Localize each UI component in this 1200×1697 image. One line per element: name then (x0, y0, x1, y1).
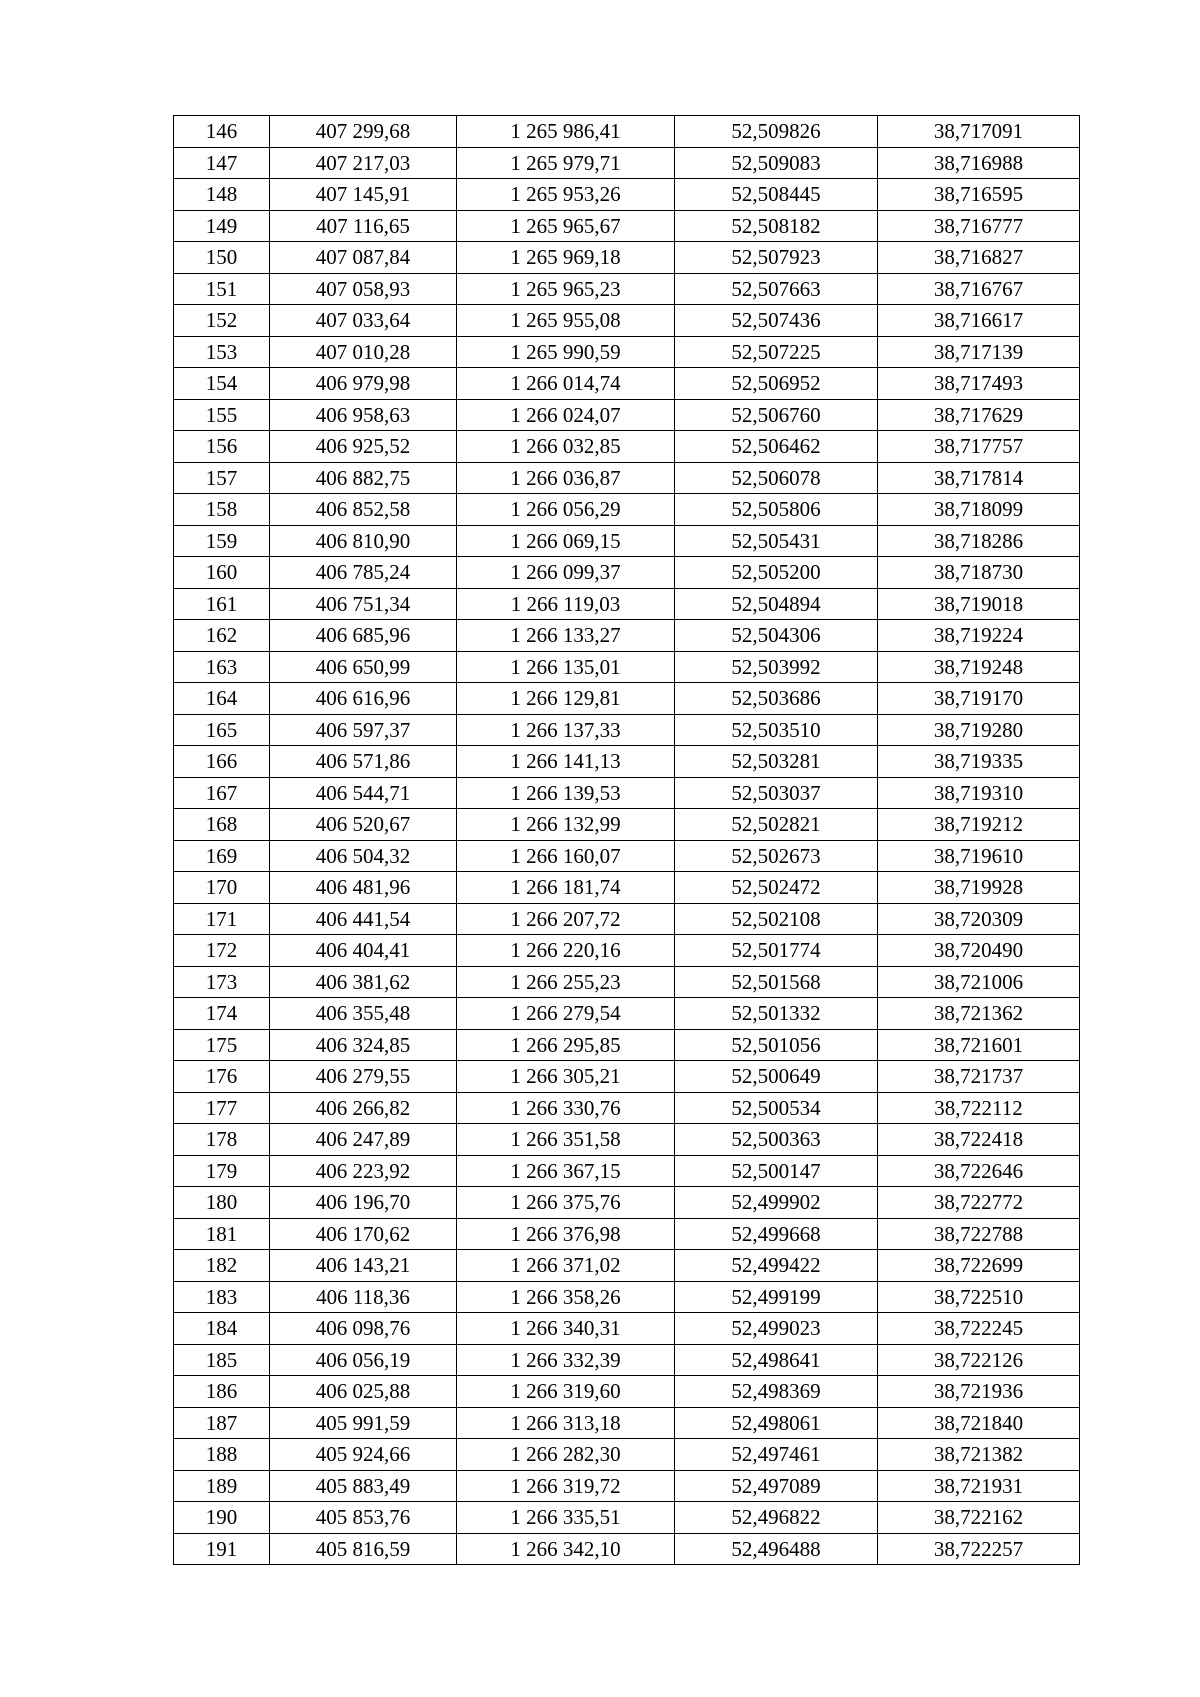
y-coordinate-cell: 1 266 119,03 (457, 588, 675, 620)
table-row (174, 494, 1080, 526)
latitude-cell: 52,502673 (675, 840, 878, 872)
x-coordinate-cell: 406 025,88 (270, 1376, 457, 1408)
x-coordinate-cell: 406 118,36 (270, 1281, 457, 1313)
x-coordinate-cell: 407 145,91 (270, 179, 457, 211)
x-coordinate-cell: 406 571,86 (270, 746, 457, 778)
y-coordinate-cell: 1 266 371,02 (457, 1250, 675, 1282)
x-coordinate-cell: 405 991,59 (270, 1407, 457, 1439)
longitude-cell: 38,718730 (878, 557, 1080, 589)
longitude-cell: 38,722772 (878, 1187, 1080, 1219)
point-number-cell: 149 (174, 210, 270, 242)
longitude-cell: 38,716988 (878, 147, 1080, 179)
point-number-cell: 191 (174, 1533, 270, 1565)
latitude-cell: 52,499199 (675, 1281, 878, 1313)
latitude-cell: 52,503992 (675, 651, 878, 683)
x-coordinate-cell: 407 033,64 (270, 305, 457, 337)
y-coordinate-cell: 1 266 358,26 (457, 1281, 675, 1313)
y-coordinate-cell: 1 266 024,07 (457, 399, 675, 431)
longitude-cell: 38,717091 (878, 116, 1080, 148)
latitude-cell: 52,496488 (675, 1533, 878, 1565)
longitude-cell: 38,716767 (878, 273, 1080, 305)
x-coordinate-cell: 406 810,90 (270, 525, 457, 557)
y-coordinate-cell: 1 266 279,54 (457, 998, 675, 1030)
longitude-cell: 38,722245 (878, 1313, 1080, 1345)
x-coordinate-cell: 405 853,76 (270, 1502, 457, 1534)
x-coordinate-cell: 405 883,49 (270, 1470, 457, 1502)
latitude-cell: 52,496822 (675, 1502, 878, 1534)
point-number-cell: 179 (174, 1155, 270, 1187)
point-number-cell: 166 (174, 746, 270, 778)
point-number-cell: 177 (174, 1092, 270, 1124)
x-coordinate-cell: 406 223,92 (270, 1155, 457, 1187)
latitude-cell: 52,501056 (675, 1029, 878, 1061)
longitude-cell: 38,720309 (878, 903, 1080, 935)
y-coordinate-cell: 1 266 032,85 (457, 431, 675, 463)
table-row (174, 1439, 1080, 1471)
latitude-cell: 52,498641 (675, 1344, 878, 1376)
y-coordinate-cell: 1 266 139,53 (457, 777, 675, 809)
point-number-cell: 150 (174, 242, 270, 274)
x-coordinate-cell: 405 816,59 (270, 1533, 457, 1565)
point-number-cell: 148 (174, 179, 270, 211)
longitude-cell: 38,717493 (878, 368, 1080, 400)
latitude-cell: 52,506462 (675, 431, 878, 463)
x-coordinate-cell: 406 279,55 (270, 1061, 457, 1093)
y-coordinate-cell: 1 266 332,39 (457, 1344, 675, 1376)
point-number-cell: 170 (174, 872, 270, 904)
x-coordinate-cell: 406 381,62 (270, 966, 457, 998)
y-coordinate-cell: 1 266 132,99 (457, 809, 675, 841)
point-number-cell: 151 (174, 273, 270, 305)
table-row (174, 1502, 1080, 1534)
coordinates-table-body (174, 116, 1080, 1565)
latitude-cell: 52,507663 (675, 273, 878, 305)
y-coordinate-cell: 1 266 305,21 (457, 1061, 675, 1093)
y-coordinate-cell: 1 266 282,30 (457, 1439, 675, 1471)
table-row (174, 998, 1080, 1030)
latitude-cell: 52,499023 (675, 1313, 878, 1345)
point-number-cell: 155 (174, 399, 270, 431)
x-coordinate-cell: 406 143,21 (270, 1250, 457, 1282)
latitude-cell: 52,503686 (675, 683, 878, 715)
x-coordinate-cell: 406 247,89 (270, 1124, 457, 1156)
point-number-cell: 187 (174, 1407, 270, 1439)
latitude-cell: 52,500649 (675, 1061, 878, 1093)
latitude-cell: 52,509083 (675, 147, 878, 179)
longitude-cell: 38,720490 (878, 935, 1080, 967)
y-coordinate-cell: 1 265 965,67 (457, 210, 675, 242)
point-number-cell: 174 (174, 998, 270, 1030)
longitude-cell: 38,719335 (878, 746, 1080, 778)
point-number-cell: 146 (174, 116, 270, 148)
y-coordinate-cell: 1 266 220,16 (457, 935, 675, 967)
latitude-cell: 52,500534 (675, 1092, 878, 1124)
latitude-cell: 52,503281 (675, 746, 878, 778)
x-coordinate-cell: 406 751,34 (270, 588, 457, 620)
y-coordinate-cell: 1 266 207,72 (457, 903, 675, 935)
longitude-cell: 38,717757 (878, 431, 1080, 463)
table-row (174, 210, 1080, 242)
x-coordinate-cell: 406 882,75 (270, 462, 457, 494)
x-coordinate-cell: 406 196,70 (270, 1187, 457, 1219)
table-row (174, 1218, 1080, 1250)
table-row (174, 431, 1080, 463)
point-number-cell: 181 (174, 1218, 270, 1250)
longitude-cell: 38,717814 (878, 462, 1080, 494)
coordinates-table (173, 115, 1080, 1565)
y-coordinate-cell: 1 266 141,13 (457, 746, 675, 778)
longitude-cell: 38,722418 (878, 1124, 1080, 1156)
point-number-cell: 159 (174, 525, 270, 557)
x-coordinate-cell: 406 925,52 (270, 431, 457, 463)
x-coordinate-cell: 406 785,24 (270, 557, 457, 589)
table-row (174, 557, 1080, 589)
table-row (174, 1155, 1080, 1187)
y-coordinate-cell: 1 266 376,98 (457, 1218, 675, 1250)
y-coordinate-cell: 1 266 255,23 (457, 966, 675, 998)
longitude-cell: 38,721931 (878, 1470, 1080, 1502)
table-row (174, 462, 1080, 494)
latitude-cell: 52,506760 (675, 399, 878, 431)
table-row (174, 242, 1080, 274)
point-number-cell: 189 (174, 1470, 270, 1502)
point-number-cell: 162 (174, 620, 270, 652)
y-coordinate-cell: 1 266 375,76 (457, 1187, 675, 1219)
x-coordinate-cell: 405 924,66 (270, 1439, 457, 1471)
latitude-cell: 52,501568 (675, 966, 878, 998)
latitude-cell: 52,507436 (675, 305, 878, 337)
y-coordinate-cell: 1 266 036,87 (457, 462, 675, 494)
longitude-cell: 38,717139 (878, 336, 1080, 368)
x-coordinate-cell: 407 087,84 (270, 242, 457, 274)
longitude-cell: 38,722126 (878, 1344, 1080, 1376)
y-coordinate-cell: 1 265 965,23 (457, 273, 675, 305)
longitude-cell: 38,721362 (878, 998, 1080, 1030)
point-number-cell: 175 (174, 1029, 270, 1061)
table-row (174, 1533, 1080, 1565)
point-number-cell: 161 (174, 588, 270, 620)
y-coordinate-cell: 1 266 342,10 (457, 1533, 675, 1565)
longitude-cell: 38,722646 (878, 1155, 1080, 1187)
y-coordinate-cell: 1 266 313,18 (457, 1407, 675, 1439)
point-number-cell: 165 (174, 714, 270, 746)
y-coordinate-cell: 1 266 340,31 (457, 1313, 675, 1345)
table-row (174, 746, 1080, 778)
x-coordinate-cell: 406 958,63 (270, 399, 457, 431)
point-number-cell: 169 (174, 840, 270, 872)
latitude-cell: 52,505431 (675, 525, 878, 557)
latitude-cell: 52,499422 (675, 1250, 878, 1282)
table-row (174, 809, 1080, 841)
table-row (174, 368, 1080, 400)
longitude-cell: 38,717629 (878, 399, 1080, 431)
point-number-cell: 178 (174, 1124, 270, 1156)
x-coordinate-cell: 406 266,82 (270, 1092, 457, 1124)
longitude-cell: 38,722788 (878, 1218, 1080, 1250)
y-coordinate-cell: 1 266 330,76 (457, 1092, 675, 1124)
x-coordinate-cell: 406 098,76 (270, 1313, 457, 1345)
y-coordinate-cell: 1 265 955,08 (457, 305, 675, 337)
table-row (174, 620, 1080, 652)
latitude-cell: 52,502821 (675, 809, 878, 841)
table-row (174, 116, 1080, 148)
table-row (174, 147, 1080, 179)
latitude-cell: 52,499902 (675, 1187, 878, 1219)
table-row (174, 651, 1080, 683)
x-coordinate-cell: 407 058,93 (270, 273, 457, 305)
longitude-cell: 38,719018 (878, 588, 1080, 620)
y-coordinate-cell: 1 265 979,71 (457, 147, 675, 179)
longitude-cell: 38,719610 (878, 840, 1080, 872)
point-number-cell: 157 (174, 462, 270, 494)
x-coordinate-cell: 407 299,68 (270, 116, 457, 148)
longitude-cell: 38,722257 (878, 1533, 1080, 1565)
table-row (174, 1470, 1080, 1502)
longitude-cell: 38,722162 (878, 1502, 1080, 1534)
y-coordinate-cell: 1 266 351,58 (457, 1124, 675, 1156)
longitude-cell: 38,716595 (878, 179, 1080, 211)
point-number-cell: 147 (174, 147, 270, 179)
longitude-cell: 38,721601 (878, 1029, 1080, 1061)
longitude-cell: 38,722112 (878, 1092, 1080, 1124)
table-row (174, 935, 1080, 967)
table-row (174, 399, 1080, 431)
x-coordinate-cell: 406 650,99 (270, 651, 457, 683)
table-row (174, 966, 1080, 998)
longitude-cell: 38,719280 (878, 714, 1080, 746)
x-coordinate-cell: 407 116,65 (270, 210, 457, 242)
table-row (174, 777, 1080, 809)
latitude-cell: 52,509826 (675, 116, 878, 148)
y-coordinate-cell: 1 266 056,29 (457, 494, 675, 526)
table-row (174, 903, 1080, 935)
y-coordinate-cell: 1 266 319,72 (457, 1470, 675, 1502)
y-coordinate-cell: 1 266 160,07 (457, 840, 675, 872)
point-number-cell: 168 (174, 809, 270, 841)
latitude-cell: 52,506952 (675, 368, 878, 400)
longitude-cell: 38,722699 (878, 1250, 1080, 1282)
latitude-cell: 52,503037 (675, 777, 878, 809)
latitude-cell: 52,507225 (675, 336, 878, 368)
y-coordinate-cell: 1 266 099,37 (457, 557, 675, 589)
longitude-cell: 38,716777 (878, 210, 1080, 242)
table-row (174, 1124, 1080, 1156)
x-coordinate-cell: 407 010,28 (270, 336, 457, 368)
table-row (174, 179, 1080, 211)
latitude-cell: 52,497461 (675, 1439, 878, 1471)
longitude-cell: 38,719310 (878, 777, 1080, 809)
latitude-cell: 52,506078 (675, 462, 878, 494)
table-row (174, 1092, 1080, 1124)
table-row (174, 1281, 1080, 1313)
x-coordinate-cell: 406 520,67 (270, 809, 457, 841)
point-number-cell: 182 (174, 1250, 270, 1282)
y-coordinate-cell: 1 266 069,15 (457, 525, 675, 557)
y-coordinate-cell: 1 265 969,18 (457, 242, 675, 274)
table-row (174, 1061, 1080, 1093)
x-coordinate-cell: 406 170,62 (270, 1218, 457, 1250)
table-row (174, 1187, 1080, 1219)
table-row (174, 714, 1080, 746)
point-number-cell: 153 (174, 336, 270, 368)
longitude-cell: 38,716827 (878, 242, 1080, 274)
point-number-cell: 184 (174, 1313, 270, 1345)
point-number-cell: 164 (174, 683, 270, 715)
latitude-cell: 52,504306 (675, 620, 878, 652)
point-number-cell: 180 (174, 1187, 270, 1219)
longitude-cell: 38,718099 (878, 494, 1080, 526)
x-coordinate-cell: 406 481,96 (270, 872, 457, 904)
point-number-cell: 163 (174, 651, 270, 683)
table-row (174, 273, 1080, 305)
y-coordinate-cell: 1 266 137,33 (457, 714, 675, 746)
table-row (174, 1029, 1080, 1061)
y-coordinate-cell: 1 265 986,41 (457, 116, 675, 148)
longitude-cell: 38,721006 (878, 966, 1080, 998)
latitude-cell: 52,505806 (675, 494, 878, 526)
table-row (174, 305, 1080, 337)
point-number-cell: 188 (174, 1439, 270, 1471)
table-row (174, 1407, 1080, 1439)
x-coordinate-cell: 406 324,85 (270, 1029, 457, 1061)
point-number-cell: 186 (174, 1376, 270, 1408)
latitude-cell: 52,508445 (675, 179, 878, 211)
y-coordinate-cell: 1 266 129,81 (457, 683, 675, 715)
longitude-cell: 38,719248 (878, 651, 1080, 683)
longitude-cell: 38,719224 (878, 620, 1080, 652)
latitude-cell: 52,497089 (675, 1470, 878, 1502)
point-number-cell: 156 (174, 431, 270, 463)
y-coordinate-cell: 1 266 133,27 (457, 620, 675, 652)
x-coordinate-cell: 406 504,32 (270, 840, 457, 872)
longitude-cell: 38,721840 (878, 1407, 1080, 1439)
x-coordinate-cell: 406 852,58 (270, 494, 457, 526)
longitude-cell: 38,721737 (878, 1061, 1080, 1093)
longitude-cell: 38,721382 (878, 1439, 1080, 1471)
y-coordinate-cell: 1 265 990,59 (457, 336, 675, 368)
latitude-cell: 52,504894 (675, 588, 878, 620)
table-row (174, 1344, 1080, 1376)
latitude-cell: 52,501332 (675, 998, 878, 1030)
point-number-cell: 160 (174, 557, 270, 589)
x-coordinate-cell: 406 685,96 (270, 620, 457, 652)
latitude-cell: 52,500363 (675, 1124, 878, 1156)
latitude-cell: 52,505200 (675, 557, 878, 589)
y-coordinate-cell: 1 266 181,74 (457, 872, 675, 904)
y-coordinate-cell: 1 265 953,26 (457, 179, 675, 211)
table-row (174, 1250, 1080, 1282)
latitude-cell: 52,498369 (675, 1376, 878, 1408)
y-coordinate-cell: 1 266 319,60 (457, 1376, 675, 1408)
x-coordinate-cell: 406 355,48 (270, 998, 457, 1030)
point-number-cell: 176 (174, 1061, 270, 1093)
latitude-cell: 52,507923 (675, 242, 878, 274)
point-number-cell: 173 (174, 966, 270, 998)
point-number-cell: 185 (174, 1344, 270, 1376)
latitude-cell: 52,508182 (675, 210, 878, 242)
y-coordinate-cell: 1 266 295,85 (457, 1029, 675, 1061)
latitude-cell: 52,499668 (675, 1218, 878, 1250)
y-coordinate-cell: 1 266 014,74 (457, 368, 675, 400)
latitude-cell: 52,498061 (675, 1407, 878, 1439)
point-number-cell: 158 (174, 494, 270, 526)
latitude-cell: 52,501774 (675, 935, 878, 967)
table-row (174, 683, 1080, 715)
table-row (174, 1313, 1080, 1345)
x-coordinate-cell: 406 056,19 (270, 1344, 457, 1376)
table-row (174, 336, 1080, 368)
longitude-cell: 38,719170 (878, 683, 1080, 715)
x-coordinate-cell: 406 979,98 (270, 368, 457, 400)
latitude-cell: 52,502472 (675, 872, 878, 904)
point-number-cell: 167 (174, 777, 270, 809)
x-coordinate-cell: 406 404,41 (270, 935, 457, 967)
table-row (174, 588, 1080, 620)
x-coordinate-cell: 406 597,37 (270, 714, 457, 746)
point-number-cell: 172 (174, 935, 270, 967)
y-coordinate-cell: 1 266 367,15 (457, 1155, 675, 1187)
latitude-cell: 52,500147 (675, 1155, 878, 1187)
latitude-cell: 52,503510 (675, 714, 878, 746)
y-coordinate-cell: 1 266 135,01 (457, 651, 675, 683)
point-number-cell: 183 (174, 1281, 270, 1313)
longitude-cell: 38,718286 (878, 525, 1080, 557)
point-number-cell: 152 (174, 305, 270, 337)
table-row (174, 525, 1080, 557)
point-number-cell: 154 (174, 368, 270, 400)
x-coordinate-cell: 406 544,71 (270, 777, 457, 809)
longitude-cell: 38,719928 (878, 872, 1080, 904)
longitude-cell: 38,719212 (878, 809, 1080, 841)
table-row (174, 1376, 1080, 1408)
point-number-cell: 190 (174, 1502, 270, 1534)
y-coordinate-cell: 1 266 335,51 (457, 1502, 675, 1534)
longitude-cell: 38,721936 (878, 1376, 1080, 1408)
table-row (174, 840, 1080, 872)
x-coordinate-cell: 406 616,96 (270, 683, 457, 715)
longitude-cell: 38,716617 (878, 305, 1080, 337)
table-row (174, 872, 1080, 904)
longitude-cell: 38,722510 (878, 1281, 1080, 1313)
latitude-cell: 52,502108 (675, 903, 878, 935)
x-coordinate-cell: 406 441,54 (270, 903, 457, 935)
point-number-cell: 171 (174, 903, 270, 935)
x-coordinate-cell: 407 217,03 (270, 147, 457, 179)
